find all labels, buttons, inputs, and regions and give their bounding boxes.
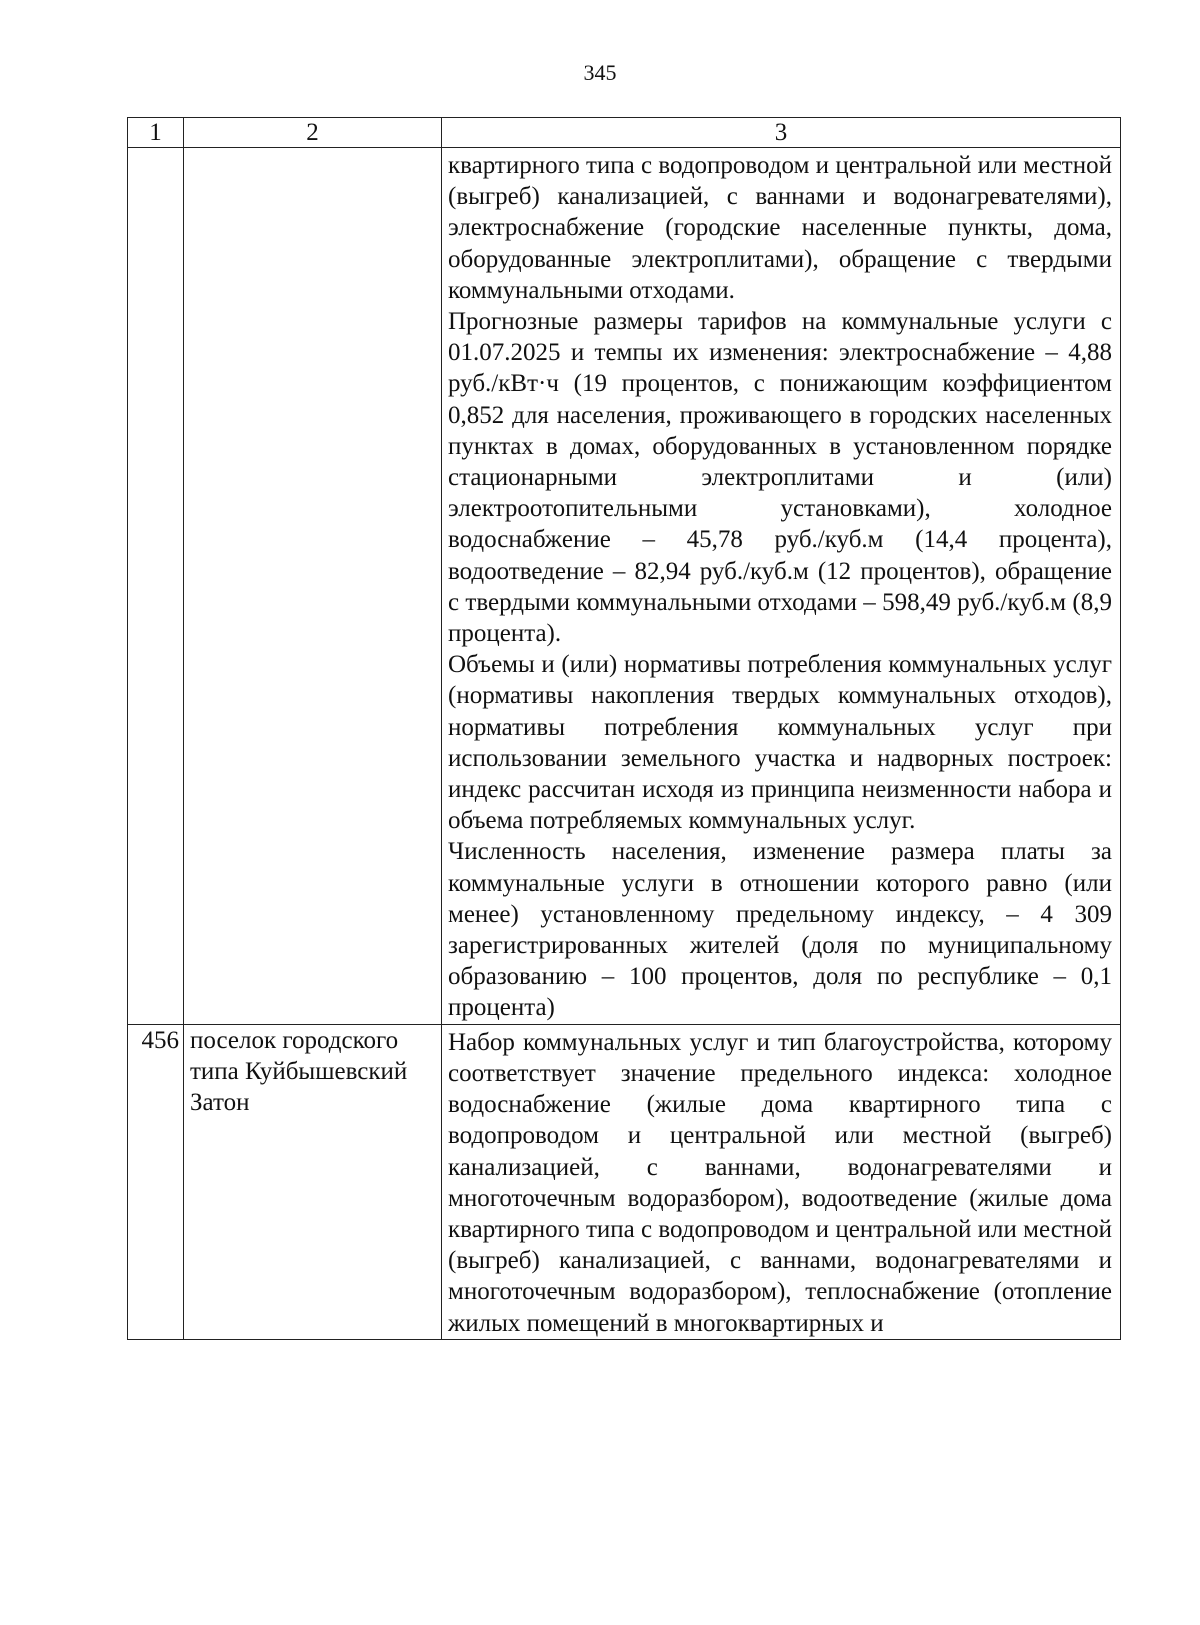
row-name — [184, 148, 442, 1025]
description-paragraph: Набор коммунальных услуг и тип благоустройства, которому соответствует значение предельного индекса: холодное водоснабжение (жилые дома квартирного типа с водопроводом и центральной или местной (выгреб) канализацией, с ваннами, водонагревателями и многоточечным водоразбором), водоотведение (жилые дома квартирного типа с водопроводом и центральной или местной (выгреб) канализацией, с ваннами, водонагревателями и многоточечным водоразбором), теплоснабжение (отопление жилых помещений в многоквартирных и — [448, 1028, 1112, 1337]
row-number — [128, 148, 184, 1025]
header-col-1: 1 — [128, 118, 184, 148]
row-number: 456 — [128, 1024, 184, 1339]
row-name: поселок городского типа Куйбышевский Затон — [184, 1024, 442, 1339]
header-col-2: 2 — [184, 118, 442, 148]
page-number: 345 — [583, 60, 617, 85]
description-paragraph: Численность населения, изменение размера платы за коммунальные услуги в отношении которого равно (или менее) установленному предельному индексу, – 4 309 зарегистрированных жителей (доля по муниципальному образованию – 100 процентов, доля по республике – 0,1 процента) — [448, 838, 1112, 1022]
description-paragraph: Объемы и (или) нормативы потребления коммунальных услуг (нормативы накопления твердых коммунальных отходов), нормативы потребления коммунальных услуг при использовании земельного участка и надворных построек: индекс рассчитан исходя из принципа неизменности набора и объема потребляемых коммунальных услуг. — [448, 651, 1112, 835]
description-paragraph: Прогнозные размеры тарифов на коммунальные услуги с 01.07.2025 и темпы их изменения: электроснабжение – 4,88 руб./кВт·ч (19 процентов, с понижающим коэффициентом 0,852 для населения, проживающего в городских населенных пунктах в домах, оборудованных в установленном порядке стационарными электроплитами и (или) электроотопительными установками), холодное водоснабжение – 45,78 руб./куб.м (14,4 процента), водоотведение – 82,94 руб./куб.м (12 процентов), обращение с твердыми коммунальными отходами – 598,49 руб./куб.м (8,9 процента). — [448, 308, 1112, 648]
row-description — [442, 148, 1121, 1025]
description-paragraph: квартирного типа с водопроводом и центральной или местной (выгреб) канализацией, с ваннами и водонагревателями), электроснабжение (городские населенные пункты, дома, оборудованные электроплитами), обращение с твердыми коммунальными отходами. — [448, 152, 1112, 304]
row-description — [442, 1024, 1121, 1339]
table-header-row — [128, 118, 1121, 148]
data-table — [127, 117, 1121, 1340]
header-col-3: 3 — [442, 118, 1121, 148]
table-row — [128, 1024, 1121, 1339]
table-row — [128, 148, 1121, 1025]
